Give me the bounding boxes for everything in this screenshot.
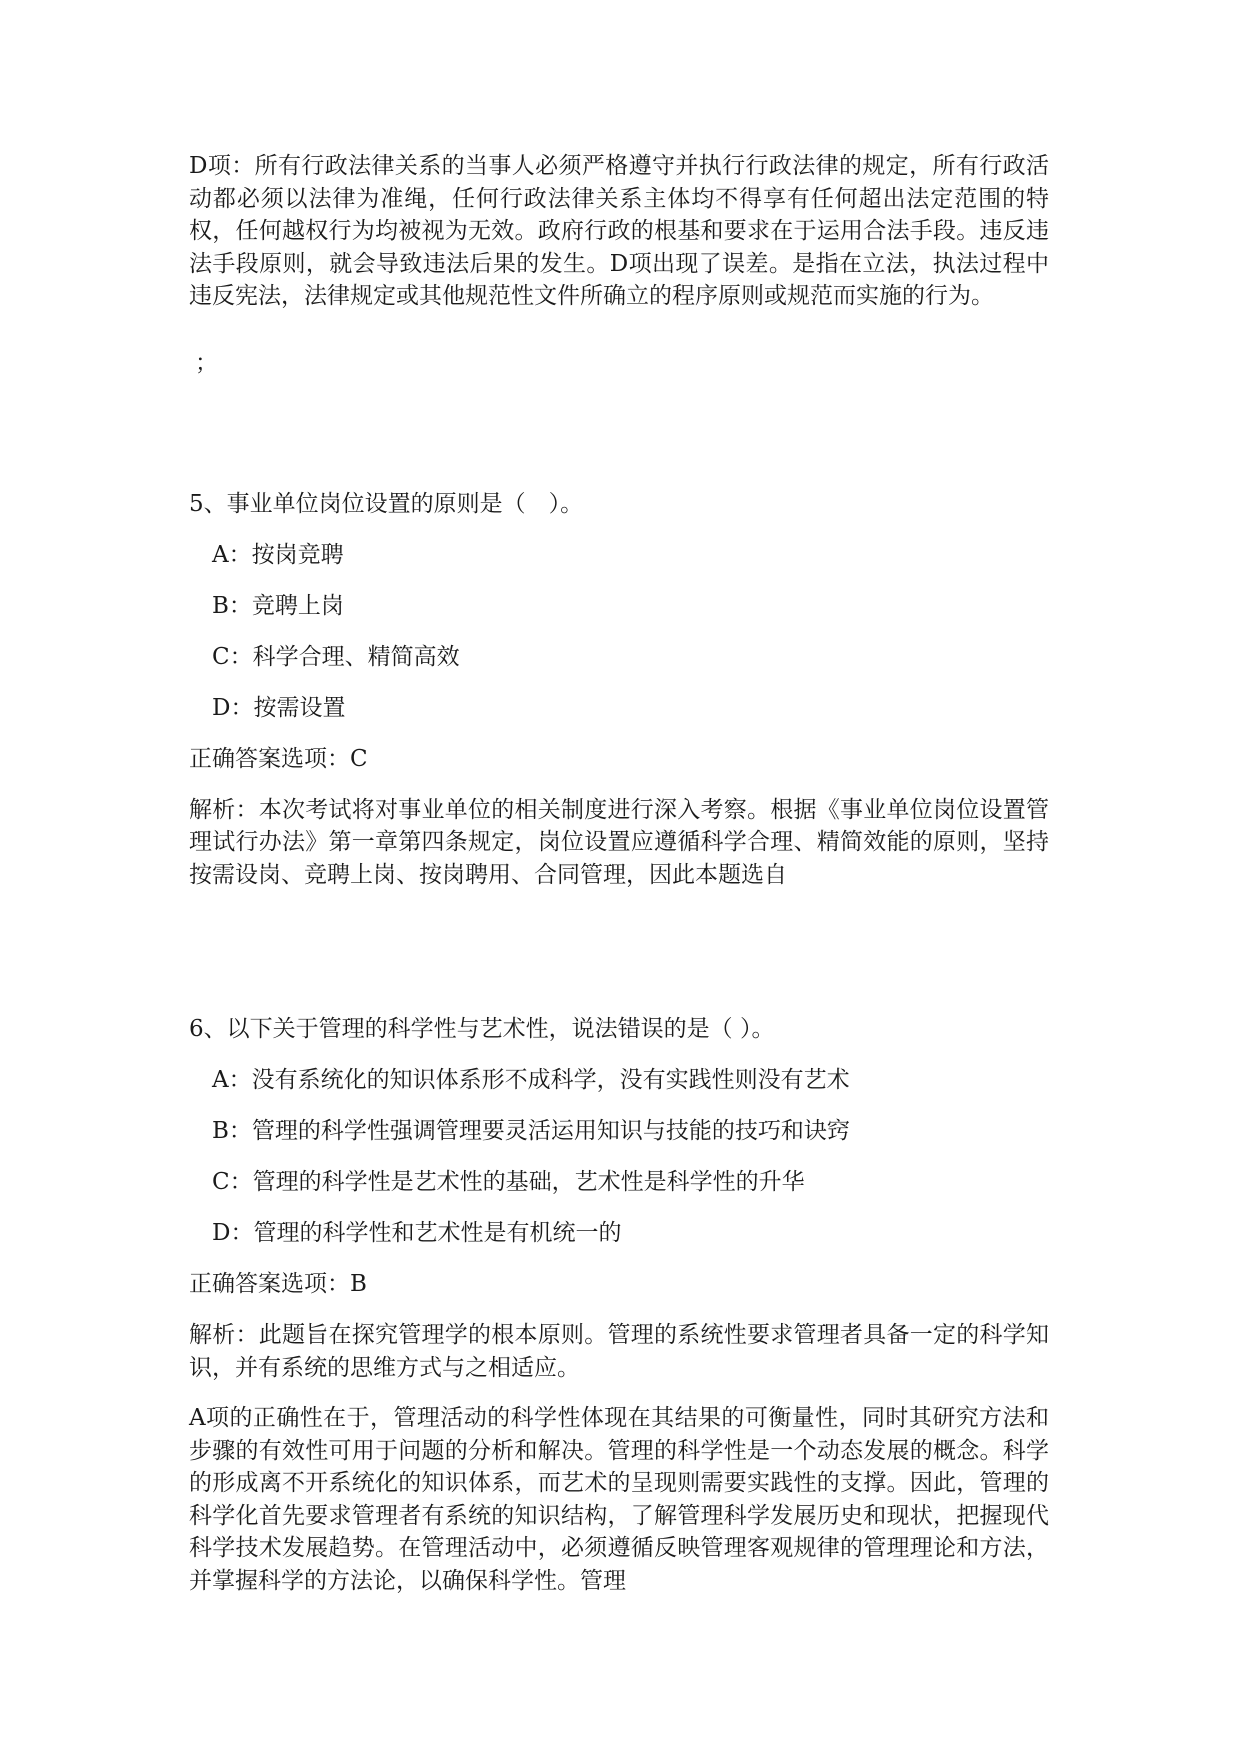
analysis: 解析：本次考试将对事业单位的相关制度进行深入考察。根据《事业单位岗位设置管理试行办法》第一章第四条规定，岗位设置应遵循科学合理、精简效能的原则，坚持按需设岗、竞聘上岗、按岗聘用、合同管理，因此本题选自: [189, 796, 1049, 888]
document-page: [189, 150, 1049, 1597]
question-stem: 5、事业单位岗位设置的原则是（ ）。: [189, 490, 584, 517]
question-block-6: [189, 1013, 1049, 1597]
correct-answer: 正确答案选项：C: [189, 745, 368, 772]
option-b: B：竞聘上岗: [212, 592, 344, 619]
question-block-5: [189, 488, 1049, 892]
intro-paragraph: D项：所有行政法律关系的当事人必须严格遵守并执行行政法律的规定，所有行政活动都必须以法律为准绳，任何行政法律关系主体均不得享有任何超出法定范围的特权，任何越权行为均被视为无效。政府行政的根基和要求在于运用合法手段。违反违法手段原则，就会导致违法后果的发生。D项出现了误差。是指在立法，执法过程中违反宪法，法律规定或其他规范性文件所确立的程序原则或规范而实施的行为。: [189, 153, 1049, 309]
option-c: C：科学合理、精简高效: [212, 643, 460, 670]
option-c: C：管理的科学性是艺术性的基础，艺术性是科学性的升华: [212, 1169, 805, 1195]
correct-answer: 正确答案选项：B: [189, 1271, 367, 1297]
question-stem: 6、以下关于管理的科学性与艺术性，说法错误的是（ ）。: [189, 1016, 775, 1042]
option-a: A：没有系统化的知识体系形不成科学，没有实践性则没有艺术: [212, 1067, 850, 1093]
option-d: D：按需设置: [212, 694, 346, 721]
analysis: 解析：此题旨在探究管理学的根本原则。管理的系统性要求管理者具备一定的科学知识，并有系统的思维方式与之相适应。: [189, 1322, 1049, 1381]
analysis-detail: A项的正确性在于，管理活动的科学性体现在其结果的可衡量性，同时其研究方法和步骤的有效性可用于问题的分析和解决。管理的科学性是一个动态发展的概念。科学的形成离不开系统化的知识体系，而艺术的呈现则需要实践性的支撑。因此，管理的科学化首先要求管理者有系统的知识结构，了解管理科学发展历史和现状，把握现代科学技术发展趋势。在管理活动中，必须遵循反映管理客观规律的管理理论和方法，并掌握科学的方法论，以确保科学性。管理: [189, 1405, 1049, 1594]
separator: ；: [195, 349, 218, 376]
option-a: A：按岗竞聘: [212, 541, 344, 568]
option-d: D：管理的科学性和艺术性是有机统一的: [212, 1220, 622, 1246]
option-b: B：管理的科学性强调管理要灵活运用知识与技能的技巧和诀窍: [212, 1118, 850, 1144]
